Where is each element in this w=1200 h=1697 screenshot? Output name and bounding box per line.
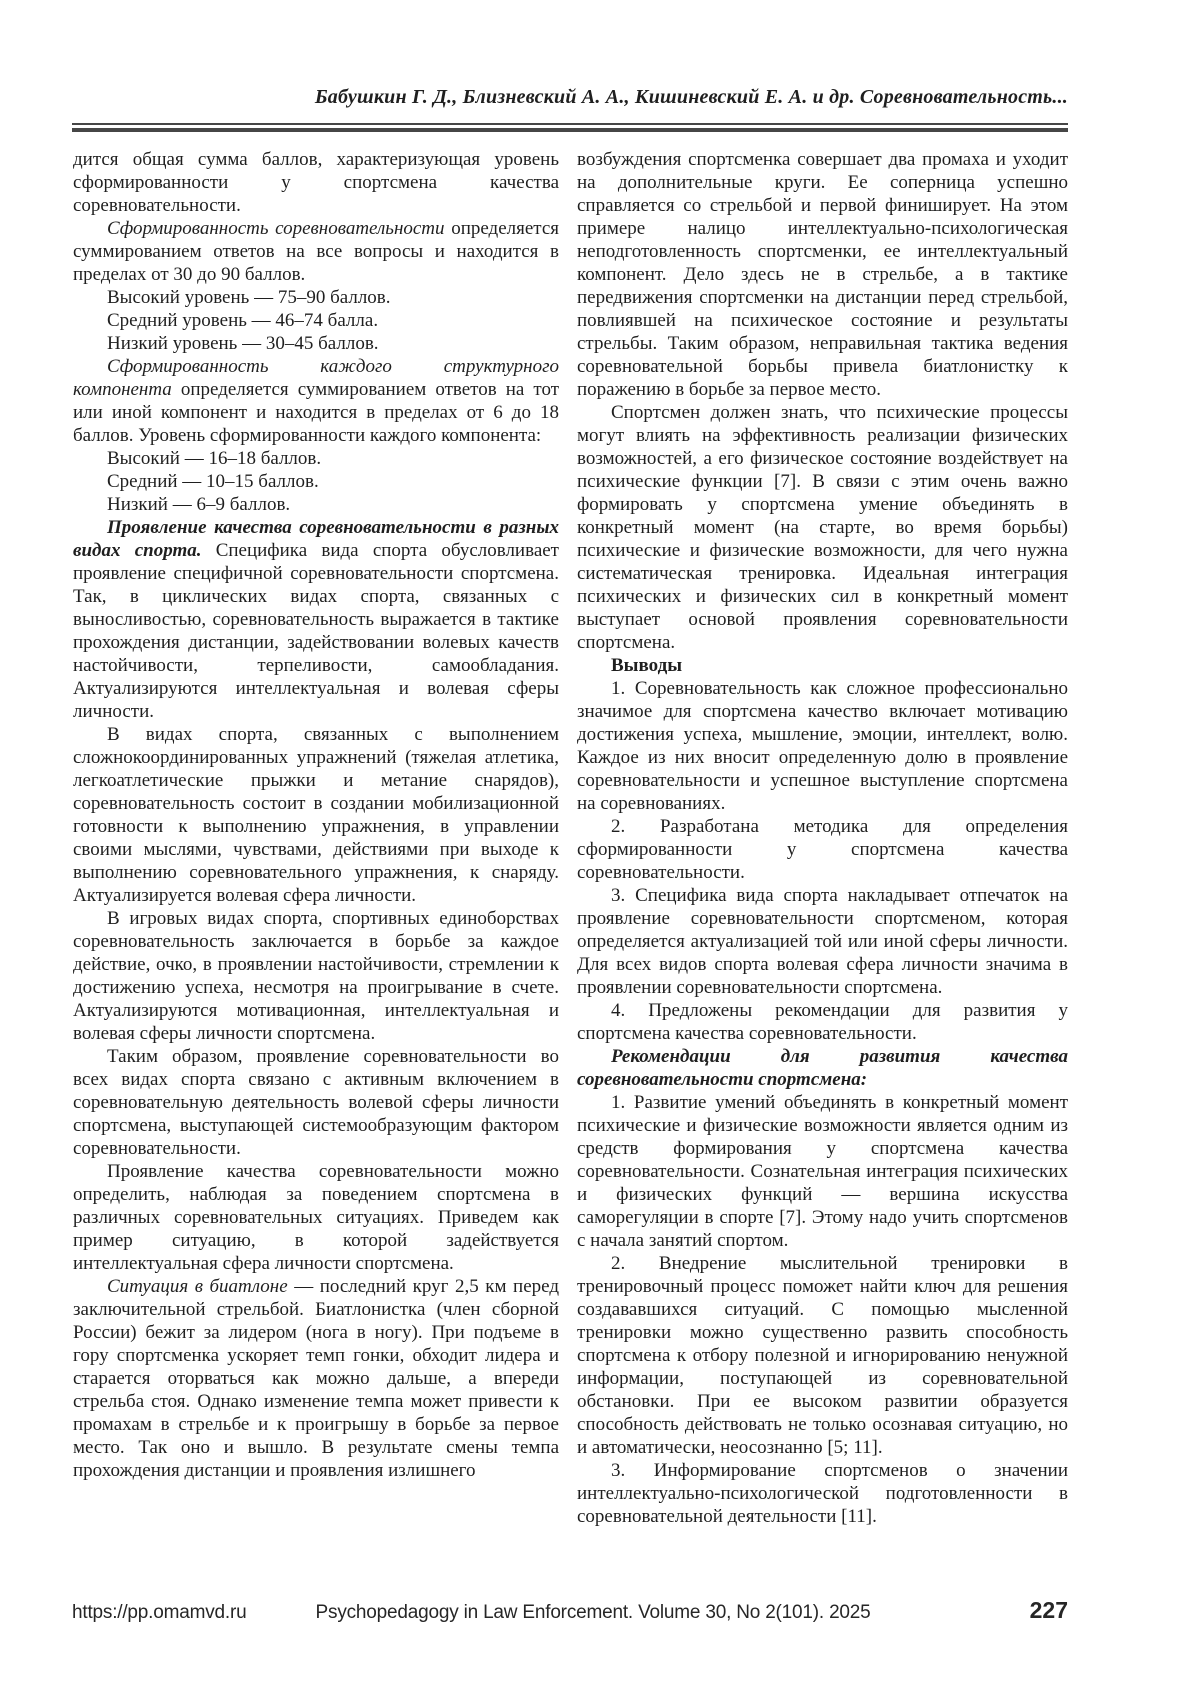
paragraph (73, 493, 559, 516)
text-run-i: Сформированность соревновательности (107, 218, 445, 239)
text-run: Средний — 10–15 баллов. (107, 471, 319, 492)
text-run: 4. Предложены рекомендации для развития у спортсмена качества соревновательности. (577, 1000, 1068, 1044)
text-run: определяется суммированием ответов на все вопросы и находится в пределах от 30 до 90 баллов. (73, 218, 559, 285)
paragraph (73, 217, 559, 286)
paragraph (73, 309, 559, 332)
paragraph (73, 148, 559, 217)
paragraph (577, 148, 1068, 401)
text-run-b: Выводы (611, 655, 683, 676)
text-run: Высокий — 16–18 баллов. (107, 448, 322, 469)
text-run: Низкий — 6–9 баллов. (107, 494, 291, 515)
paragraph (73, 332, 559, 355)
paragraph (577, 815, 1068, 884)
text-run: 2. Разработана методика для определения сформированности у спортсмена качества соревновательности. (577, 816, 1068, 883)
text-run: 2. Внедрение мыслительной тренировки в тренировочный процесс поможет найти ключ для решения создававшихся ситуаций. С помощью мысленной тренировки можно существенно развить способность спортсмена к отбору полезной и игнорированию ненужной информации, поступающей из соревновательной обстановки. При ее высоком развитии образуется способность действовать не только осознавая ситуацию, но и автоматически, неосознанно [5; 11]. (577, 1253, 1068, 1458)
text-run-bi: Проявление качества соревновательности в разных видах спорта. (73, 517, 559, 561)
text-run: В видах спорта, связанных с выполнением сложнокоординированных упражнений (тяжелая атлетика, легкоатлетические прыжки и метание снарядов), соревновательность состоит в создании мобилизационной готовности к выполнению упражнения, в управлении своими мыслями, чувствами, действиями при выходе к выполнению соревновательного упражнения, к снаряду. Актуализируется волевая сфера личности. (73, 724, 559, 906)
paragraph (577, 1459, 1068, 1528)
footer (72, 1597, 1068, 1624)
paragraph (73, 355, 559, 447)
paragraph (73, 907, 559, 1045)
text-run: возбуждения спортсменка совершает два промаха и уходит на дополнительные круги. Ее соперница успешно справляется со стрельбой и первой финиширует. На этом примере налицо интеллектуально-психологическая неподготовленность спортсменки, ее интеллектуальный компонент. Дело здесь не в стрельбе, а в тактике передвижения спортсменки на дистанции перед стрельбой, повлиявшей на психическое состояние и результаты стрельбы. Таким образом, неправильная тактика ведения соревновательной борьбы привела биатлонистку к поражению в борьбе за первое место. (577, 149, 1068, 400)
paragraph (73, 516, 559, 723)
footer-url: https://pp.omamvd.ru (72, 1602, 247, 1623)
column-right (577, 148, 1068, 1528)
paragraph (73, 1275, 559, 1482)
text-run: дится общая сумма баллов, характеризующая уровень сформированности у спортсмена качества соревновательности. (73, 149, 559, 216)
text-run: 1. Развитие умений объединять в конкретный момент психические и физические возможности является одним из средств формирования у спортсмена качества соревновательности. Сознательная интеграция психических и физических функций — вершина искусства саморегуляции в спорте [7]. Этому надо учить спортсменов с начала занятий спортом. (577, 1092, 1068, 1251)
paragraph (73, 1045, 559, 1160)
text-run: Специфика вида спорта обусловливает проявление специфичной соревновательности спортсмена. Так, в циклических видах спорта, связанных с выносливостью, соревновательность выражается в тактике прохождения дистанции, задействовании волевых качеств настойчивости, терпеливости, самообладания. Актуализируются интеллектуальная и волевая сферы личности. (73, 540, 559, 722)
text-run: Средний уровень — 46–74 балла. (107, 310, 379, 331)
paragraph (577, 1252, 1068, 1459)
header-rule (72, 123, 1068, 132)
paragraph (73, 470, 559, 493)
paragraph (577, 654, 1068, 677)
text-run: Проявление качества соревновательности можно определить, наблюдая за поведением спортсмена в различных соревновательных ситуациях. Приведем как пример ситуацию, в которой задействуется интеллектуальная сфера личности спортсмена. (73, 1161, 559, 1274)
paragraph (577, 401, 1068, 654)
paragraph (577, 884, 1068, 999)
text-run: — последний круг 2,5 км перед заключительной стрельбой. Биатлонистка (член сборной России) бежит за лидером (нога в ногу). При подъеме в гору спортсменка ускоряет темп гонки, обходит лидера и старается оторваться как можно дальше, а впереди стрельба стоя. Однако изменение темпа может привести к промахам в стрельбе и к проигрышу в борьбе за первое место. Так оно и вышло. В результате смены темпа прохождения дистанции и проявления излишнего (73, 1276, 559, 1481)
paragraph (73, 447, 559, 470)
text-run: определяется суммированием ответов на тот или иной компонент и находится в пределах от 6 до 18 баллов. Уровень сформированности каждого компонента: (73, 379, 559, 446)
text-run: В игровых видах спорта, спортивных единоборствах соревновательность заключается в борьбе за каждое действие, очко, в проявлении настойчивости, стремлении к достижению успеха, несмотря на проигрывание в счете. Актуализируются мотивационная, интеллектуальная и волевая сферы личности спортсмена. (73, 908, 559, 1044)
text-run: Низкий уровень — 30–45 баллов. (107, 333, 379, 354)
column-left (73, 148, 559, 1482)
paragraph (577, 999, 1068, 1045)
text-run-i: Ситуация в биатлоне (107, 1276, 288, 1297)
footer-page-number: 227 (1029, 1597, 1068, 1623)
text-run: Таким образом, проявление соревновательности во всех видах спорта связано с активным включением в соревновательную деятельность волевой сферы личности спортсмена, выступающей системообразующим фактором соревновательности. (73, 1046, 559, 1159)
paragraph (73, 1160, 559, 1275)
text-run: Высокий уровень — 75–90 баллов. (107, 287, 391, 308)
footer-journal-line: Psychopedagogy in Law Enforcement. Volume 30, No 2(101). 2025 (315, 1602, 871, 1623)
text-run: 3. Информирование спортсменов о значении интеллектуально-психологической подготовленности в соревновательной деятельности [11]. (577, 1460, 1068, 1527)
paragraph (577, 677, 1068, 815)
paragraph (73, 286, 559, 309)
text-run-i: Сформированность каждого структурного компонента (73, 356, 559, 400)
paragraph (577, 1091, 1068, 1252)
text-run: 1. Соревновательность как сложное профессионально значимое для спортсмена качество включает мотивацию достижения успеха, мышление, эмоции, интеллект, волю. Каждое из них вносит определенную долю в проявление соревновательности и успешное выступление спортсмена на соревнованиях. (577, 678, 1068, 814)
paragraph (577, 1045, 1068, 1091)
text-run: Спортсмен должен знать, что психические процессы могут влиять на эффективность реализации физических возможностей, а его физическое состояние воздействует на психические функции [7]. В связи с этим очень важно формировать у спортсмена умение объединять в конкретный момент (на старте, во время борьбы) психические и физические возможности, для чего нужна систематическая тренировка. Идеальная интеграция психических и физических сил в конкретный момент выступает основой проявления соревновательности спортсмена. (577, 402, 1068, 653)
text-run-bi: Рекомендации для развития качества соревновательности спортсмена: (577, 1046, 1068, 1090)
text-run: 3. Специфика вида спорта накладывает отпечаток на проявление соревновательности спортсменом, которая определяется актуализацией той или иной сферы личности. Для всех видов спорта волевая сфера личности значима в проявлении соревновательности спортсмена. (577, 885, 1068, 998)
paragraph (73, 723, 559, 907)
running-title: Бабушкин Г. Д., Близневский А. А., Кишиневский Е. А. и др. Соревновательность... (314, 86, 1068, 108)
